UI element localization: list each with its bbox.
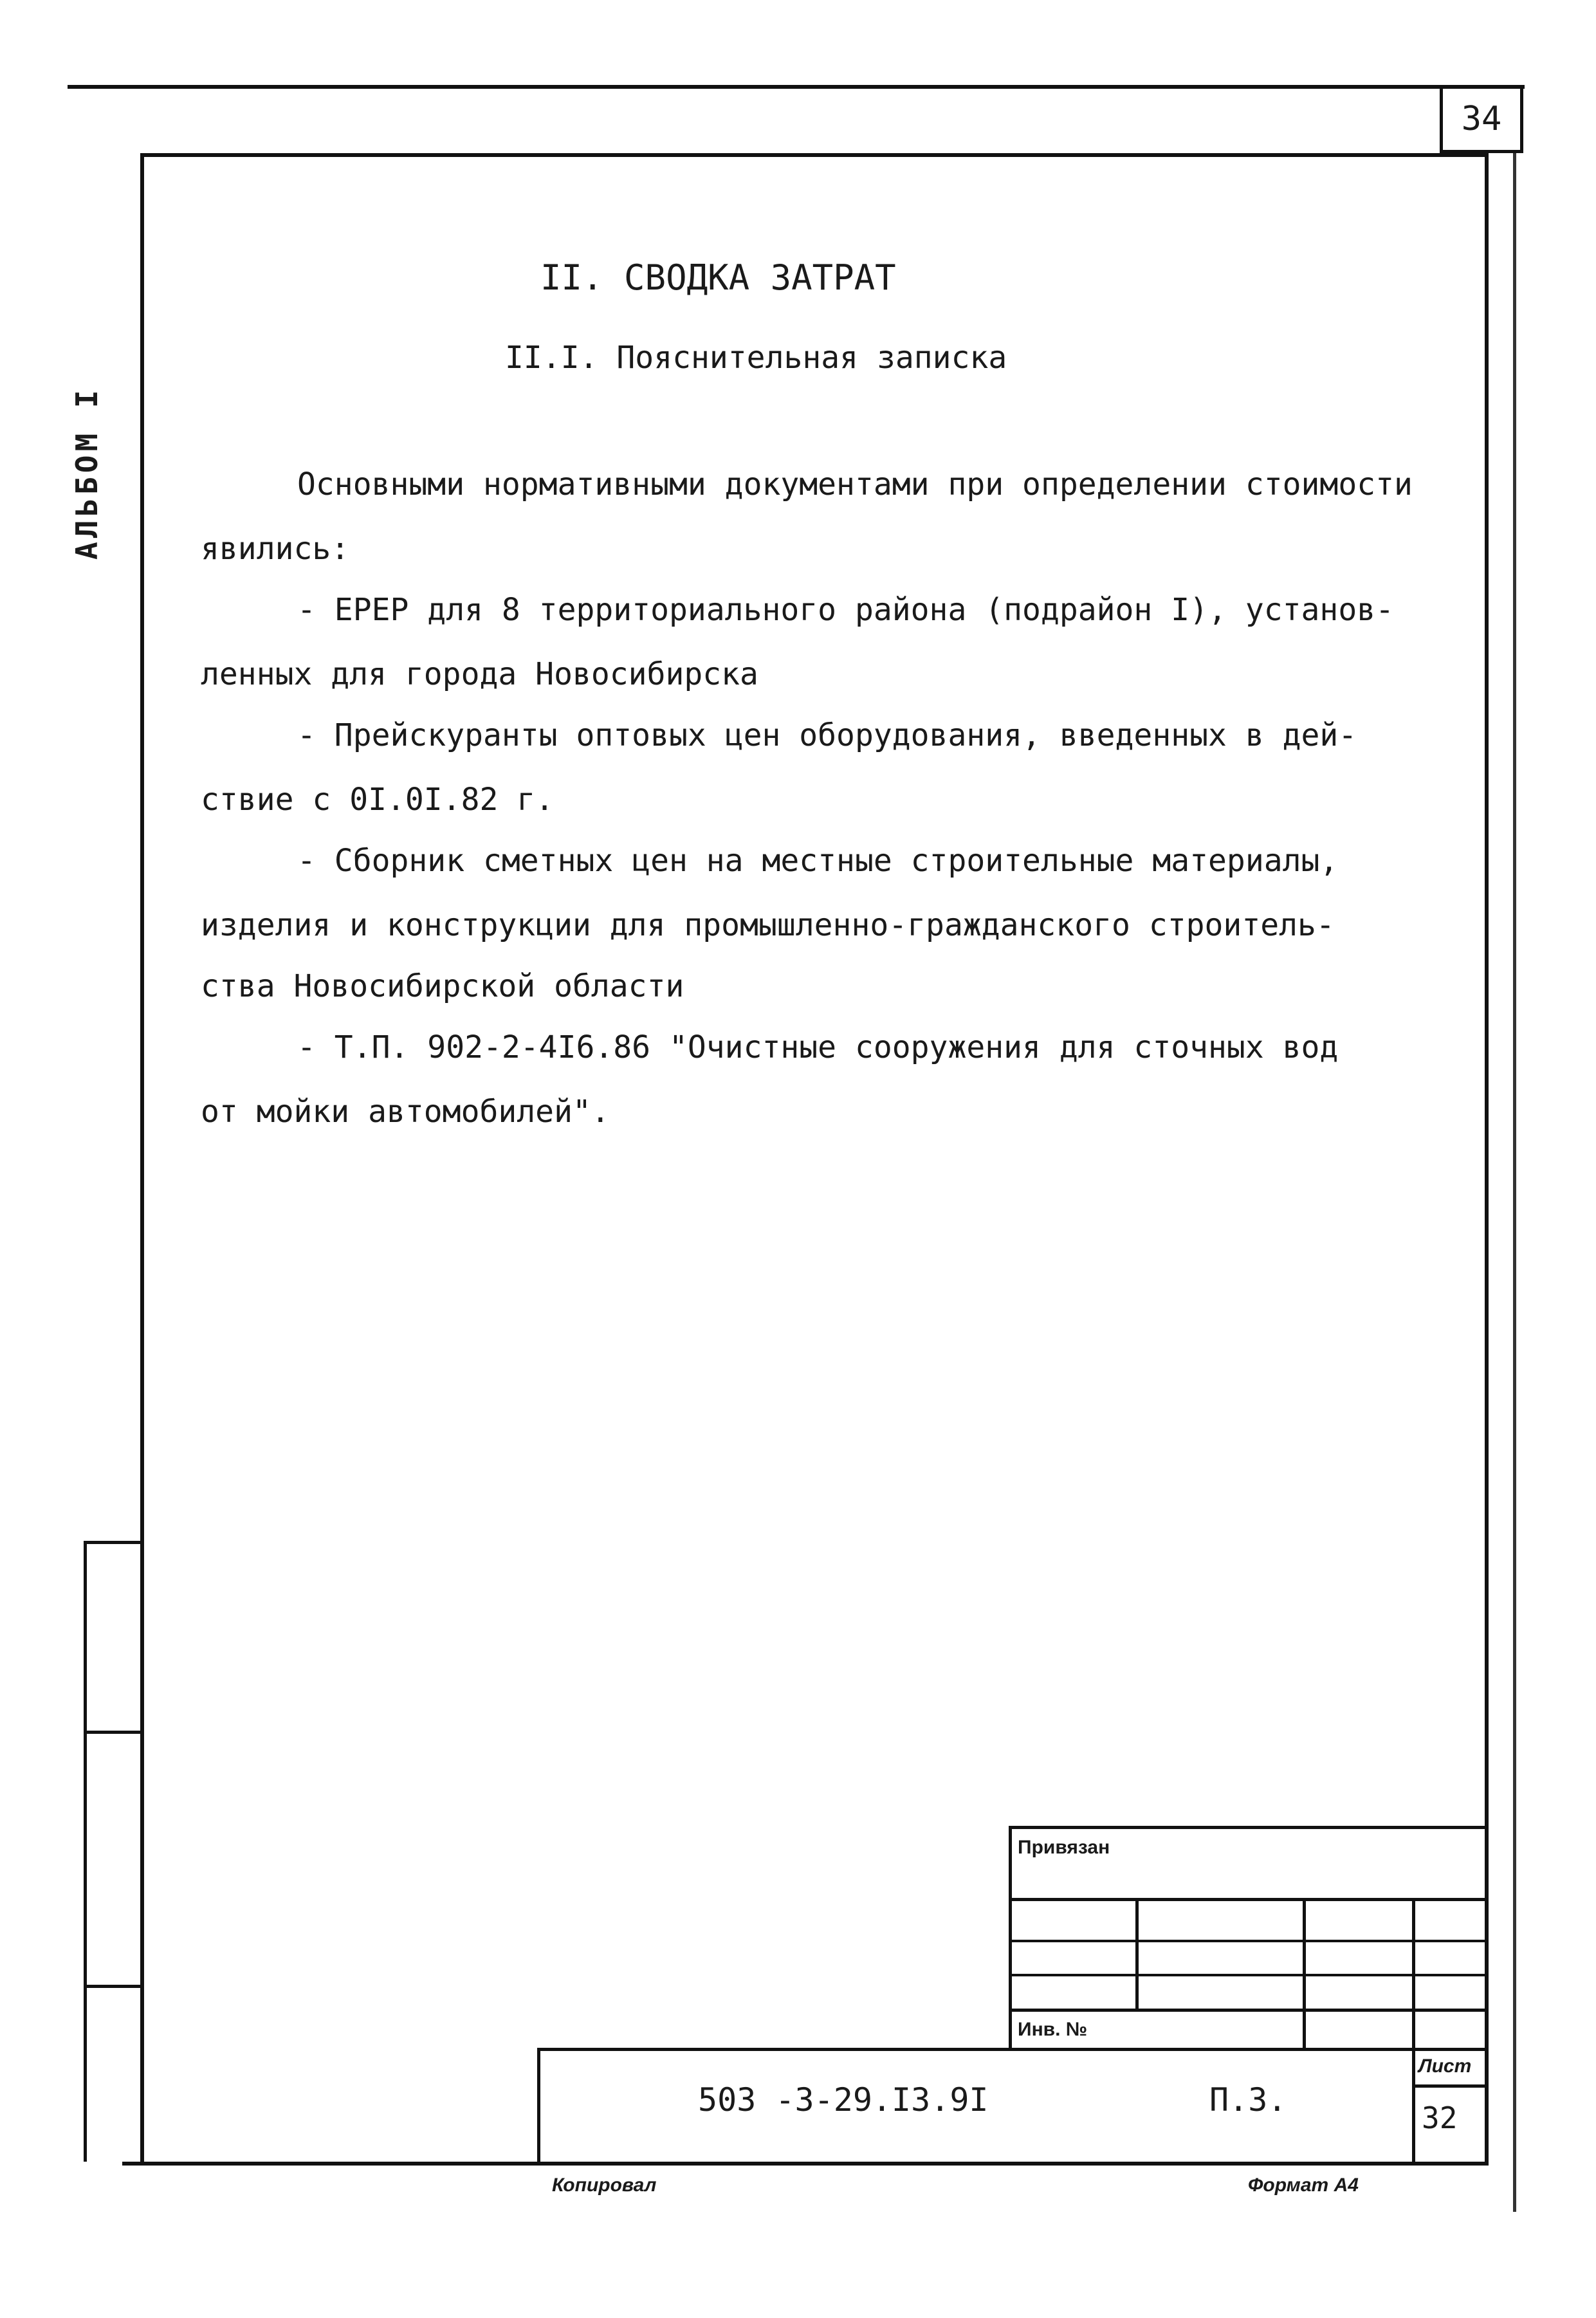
left-margin-line [84, 1541, 87, 2162]
body-line: ствие с 0I.0I.82 г. [201, 782, 555, 818]
body-line: ленных для города Новосибирска [201, 656, 758, 692]
body-line: изделия и конструкции для промышленно-гражданского строитель- [201, 907, 1335, 943]
top-border-line [68, 85, 1525, 89]
left-margin-divider [84, 1541, 140, 1544]
right-outer-line [1513, 153, 1516, 2212]
body-line: - Сборник сметных цен на местные строительные материалы, [297, 843, 1339, 879]
body-line: явились: [201, 531, 350, 567]
left-margin-divider [84, 1731, 140, 1734]
sheet-number: 32 [1422, 2101, 1458, 2135]
body-line: - Т.П. 902-2-4I6.86 "Очистные сооружения для сточных вод [297, 1029, 1339, 1065]
body-line: Основными нормативными документами при определении стоимости [297, 466, 1413, 502]
bound-label: Привязан [1018, 1837, 1110, 1858]
copied-by-label: Копировал [552, 2175, 657, 2196]
left-margin-divider [84, 1985, 140, 1988]
frame-bottom-line [122, 2162, 1489, 2166]
page-number: 34 [1440, 87, 1523, 153]
album-label: АЛЬБОМ I [69, 386, 104, 560]
section-code: П.3. [1209, 2081, 1287, 2119]
section-title: II. СВОДКА ЗАТРАТ [540, 257, 896, 298]
inventory-label: Инв. № [1018, 2019, 1088, 2040]
document-code: 503 -3-29.I3.9I [698, 2081, 989, 2119]
drawing-frame [140, 153, 1489, 2162]
format-label: Формат А4 [1248, 2175, 1359, 2196]
section-subtitle: II.I. Пояснительная записка [505, 340, 1007, 376]
sheet-label: Лист [1418, 2056, 1472, 2077]
body-line: - Прейскуранты оптовых цен оборудования, введенных в дей- [297, 717, 1357, 753]
body-line: ства Новосибирской области [201, 968, 684, 1004]
body-line: от мойки автомобилей". [201, 1094, 610, 1130]
body-line: - ЕРЕР для 8 территориального района (подрайон I), установ- [297, 592, 1395, 628]
